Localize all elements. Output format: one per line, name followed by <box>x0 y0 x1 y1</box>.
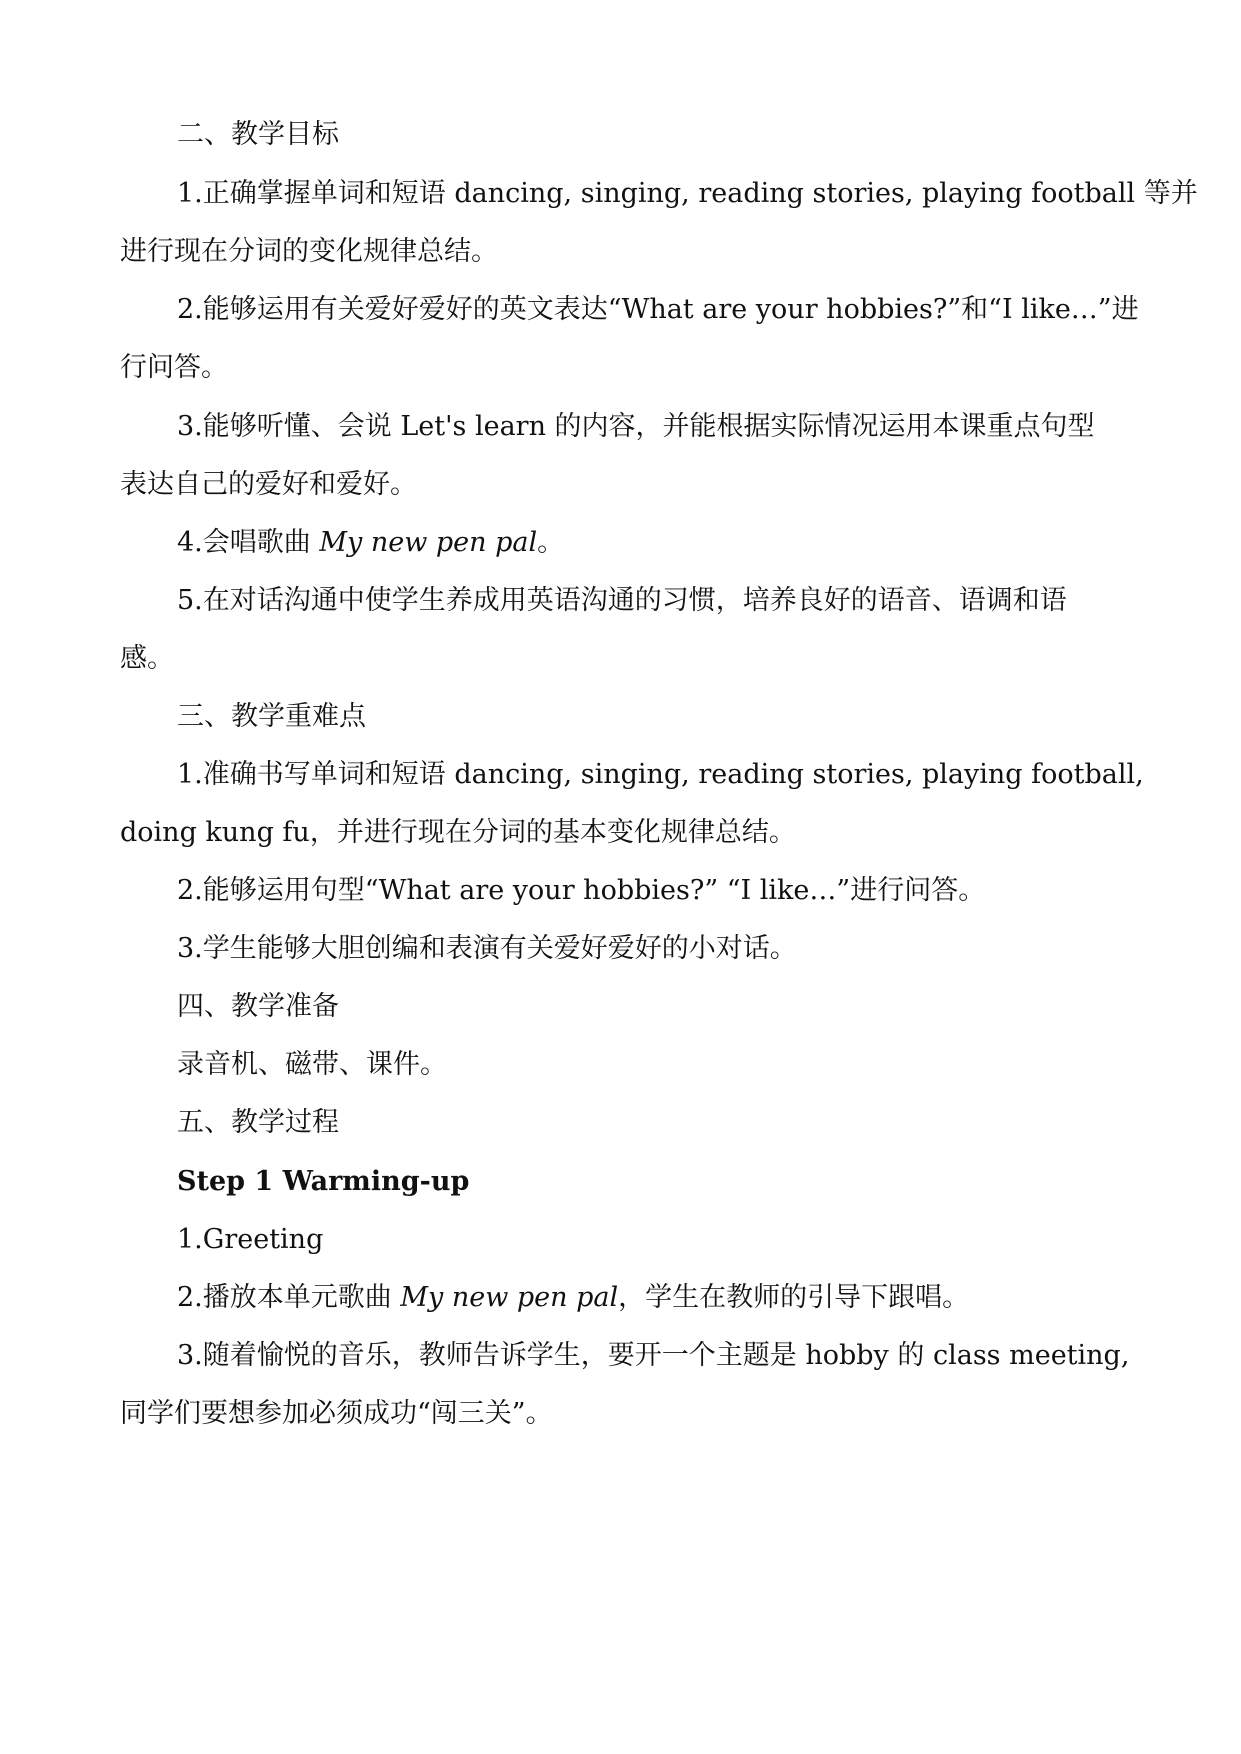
objective-4-prefix: 4.会唱歌曲 <box>177 527 320 558</box>
objective-2-line-1: 2.能够运用有关爱好爱好的英文表达“What are your hobbies?”和“I like…”进 <box>177 294 1139 325</box>
objectives-heading: 二、教学目标 <box>177 119 339 150</box>
objective-5-line-1: 5.在对话沟通中使学生养成用英语沟通的习惯，培养良好的语音、语调和语 <box>177 585 1067 616</box>
objective-4 <box>177 525 1130 561</box>
objective-4-suffix: 。 <box>537 527 565 558</box>
process-heading: 五、教学过程 <box>177 1107 339 1138</box>
step-1-title: Step 1 Warming-up <box>177 1166 470 1197</box>
objective-1-line-2: 进行现在分词的变化规律总结。 <box>120 236 498 267</box>
objective-3-line-2: 表达自己的爱好和爱好。 <box>120 469 417 500</box>
key-point-2: 2.能够运用句型“What are your hobbies?” “I like…”进行问答。 <box>177 875 986 906</box>
process-item-2-song-title: My new pen pal <box>400 1282 619 1313</box>
preparation-heading: 四、教学准备 <box>177 991 339 1022</box>
process-item-3-line-1: 3.随着愉悦的音乐，教师告诉学生，要开一个主题是 hobby 的 class meeting, <box>177 1340 1130 1371</box>
objective-5-line-2: 感。 <box>120 643 174 674</box>
objective-4-song-title: My new pen pal <box>319 527 538 558</box>
key-point-1-line-1: 1.准确书写单词和短语 dancing, singing, reading stories, playing football, <box>177 759 1144 790</box>
key-point-1-line-2: doing kung fu，并进行现在分词的基本变化规律总结。 <box>120 817 796 848</box>
objective-3-line-1: 3.能够听懂、会说 Let's learn 的内容，并能根据实际情况运用本课重点句型 <box>177 411 1095 442</box>
preparation-text: 录音机、磁带、课件。 <box>177 1049 447 1080</box>
process-item-2-prefix: 2.播放本单元歌曲 <box>177 1282 401 1313</box>
process-item-2-suffix: ，学生在教师的引导下跟唱。 <box>618 1282 970 1313</box>
objective-2-line-2: 行问答。 <box>120 352 228 383</box>
process-item-3-line-2: 同学们要想参加必须成功“闯三关”。 <box>120 1398 553 1429</box>
process-item-1: 1.Greeting <box>177 1224 324 1255</box>
objective-1-line-1: 1.正确掌握单词和短语 dancing, singing, reading stories, playing football 等并 <box>177 178 1198 209</box>
process-item-2 <box>177 1280 1130 1316</box>
key-point-3: 3.学生能够大胆创编和表演有关爱好爱好的小对话。 <box>177 933 797 964</box>
key-points-heading: 三、教学重难点 <box>177 701 366 732</box>
